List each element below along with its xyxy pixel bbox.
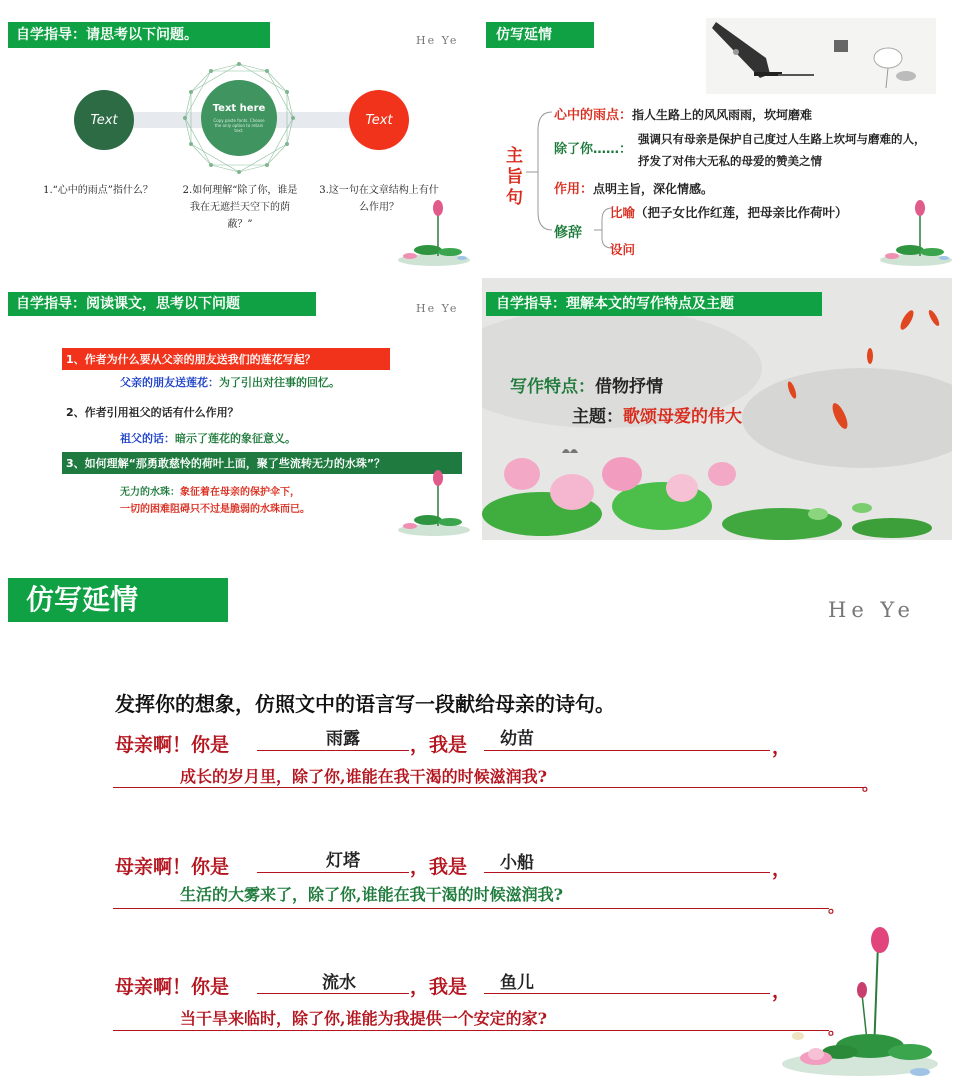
stanza-2-lead: 母亲啊！你是 [115, 856, 230, 878]
root-label: 主旨句 [506, 146, 523, 208]
metaphor-label: 比喻 [610, 205, 636, 220]
circle-left [74, 90, 134, 150]
stanza-1-mid: ，我是 [410, 734, 468, 756]
answer-3-text-1: 象征着在母亲的保护伞下， [180, 487, 300, 498]
circle-left-label: Text [90, 112, 118, 128]
lotus-decoration-icon [870, 198, 958, 270]
answer-3-text-2: 一切的困难阻碍只不过是脆弱的水珠而已。 [120, 504, 310, 515]
theme-text: 歌颂母爱的伟大 [623, 407, 742, 427]
tree-sub-metaphor [610, 203, 848, 221]
stanza-1-answer-1: 雨露 [326, 729, 360, 749]
stanza-3-lead: 母亲啊！你是 [115, 976, 230, 998]
stanza-3-line-2: 当干旱来临时，除了你,谁能为我提供一个安定的家? [180, 1009, 547, 1028]
theme-label: 主题： [572, 407, 623, 427]
stanza-3-end: ， [772, 980, 792, 1002]
answer-3-label: 无力的水珠： [120, 487, 180, 498]
stanza-1-blank-1[interactable] [257, 750, 409, 751]
slide-1-title: 自学指导：请思考以下问题。 [8, 22, 270, 48]
slide-2-title: 仿写延情 [486, 22, 594, 48]
theme [572, 402, 742, 427]
stanza-3-blank-1[interactable] [257, 993, 409, 994]
stanza-2-answer-1: 灯塔 [326, 851, 360, 871]
question-3: 3.这一句在文章结构上有什么作用？ [319, 185, 439, 213]
tree-item-2-label: 除了你……： [554, 142, 633, 157]
author-watermark: He Ye [416, 302, 459, 315]
slide-5-title: 仿写延情 [8, 578, 228, 622]
author-watermark: He Ye [416, 34, 459, 47]
circle-right-label: Text [365, 112, 393, 128]
slide-4-title: 自学指导：理解本文的写作特点及主题 [486, 292, 822, 316]
stanza-1-line-2: 成长的岁月里，除了你,谁能在我干渴的时候滋润我? [180, 767, 547, 786]
lotus-decoration-icon [388, 468, 476, 540]
stanza-2-line-2: 生活的大雾来了，除了你,谁能在我干渴的时候滋润我? [180, 885, 563, 904]
question-3: 3、如何理解“那勇敢慈怜的荷叶上面，聚了些流转无力的水珠”？ [66, 457, 386, 470]
stanza-2-blank-1[interactable] [257, 872, 409, 873]
slide-4[interactable] [482, 278, 952, 540]
answer-1-text: 为了引出对往事的回忆。 [219, 376, 340, 389]
stanza-3-underline [113, 1030, 829, 1031]
tree-item-3-text: 点明主旨，深化情感。 [593, 182, 714, 196]
stanza-1-blank-2[interactable] [484, 750, 770, 751]
slide-5[interactable] [0, 560, 960, 1084]
metaphor-text: （把子女比作红莲，把母亲比作荷叶） [635, 205, 848, 220]
slide-2[interactable] [482, 0, 960, 272]
writing-feature-text: 借物抒情 [595, 377, 663, 397]
answer-1-label: 父亲的朋友送莲花： [120, 376, 219, 389]
tree-item-2-text: 强调只有母亲是保护自己度过人生路上坎坷与磨难的人，抒发了对伟大无私的母爱的赞美之情 [638, 132, 926, 168]
stanza-2-end: ， [772, 858, 792, 880]
slide-3-title: 自学指导：阅读课文，思考以下问题 [8, 292, 316, 316]
ink-painting-icon [706, 18, 936, 94]
circle-center-sub: Copy paste fonts. Choose the only option to retain text. [213, 118, 265, 133]
stanza-2-underline [113, 908, 829, 909]
writing-feature-label: 写作特点： [510, 377, 595, 397]
stanza-2-mid: ，我是 [410, 856, 468, 878]
stanza-3-answer-1: 流水 [322, 973, 356, 993]
stanza-2-answer-2: 小船 [500, 853, 534, 873]
answer-2 [120, 430, 296, 446]
author-watermark: He Ye [828, 598, 915, 622]
stanza-2-period: 。 [828, 897, 845, 916]
writing-feature [510, 372, 663, 397]
question-2: 2.如何理解“除了你，谁是我在无遮拦天空下的荫蔽？” [182, 185, 298, 230]
slide-1[interactable] [0, 0, 478, 272]
question-2: 2、作者引用祖父的话有什么作用？ [66, 406, 239, 419]
tree-sub-question: 设问 [610, 242, 636, 257]
stanza-3-answer-2: 鱼儿 [500, 973, 534, 993]
tree-item-4-label: 修辞 [554, 225, 582, 241]
stanza-1-end: ， [772, 736, 792, 758]
stanza-3-mid: ，我是 [410, 976, 468, 998]
circle-right [349, 90, 409, 150]
instruction: 发挥你的想象，仿照文中的语言写一段献给母亲的诗句。 [115, 692, 615, 716]
slide-3[interactable] [0, 278, 478, 540]
stanza-1-period: 。 [862, 775, 879, 794]
tree-item-1-text: 指人生路上的风风雨雨，坎坷磨难 [632, 108, 813, 122]
tree-item-3-label: 作用： [554, 182, 594, 197]
answer-2-text: 暗示了莲花的象征意义。 [175, 432, 296, 445]
question-1: 1、作者为什么要从父亲的朋友送我们的莲花写起？ [66, 353, 316, 366]
stanza-1-answer-2: 幼苗 [500, 729, 534, 749]
tree-item-1-label: 心中的雨点： [554, 108, 633, 123]
answer-2-label: 祖父的话： [120, 432, 175, 445]
tree-item-1 [554, 104, 812, 123]
lotus-decoration-icon [388, 198, 476, 270]
stanza-3-period: 。 [828, 1019, 845, 1038]
answer-1 [120, 374, 340, 390]
stanza-1-lead: 母亲啊！你是 [115, 734, 230, 756]
circle-center [201, 80, 277, 156]
stanza-3-blank-2[interactable] [484, 993, 770, 994]
circle-center-title: Text here [212, 103, 266, 114]
question-1: 1.“心中的雨点”指什么？ [43, 185, 153, 196]
lotus-decoration-icon [770, 924, 940, 1080]
stanza-1-underline [113, 787, 865, 788]
answer-3 [120, 484, 310, 518]
tree-item-3 [554, 178, 713, 197]
